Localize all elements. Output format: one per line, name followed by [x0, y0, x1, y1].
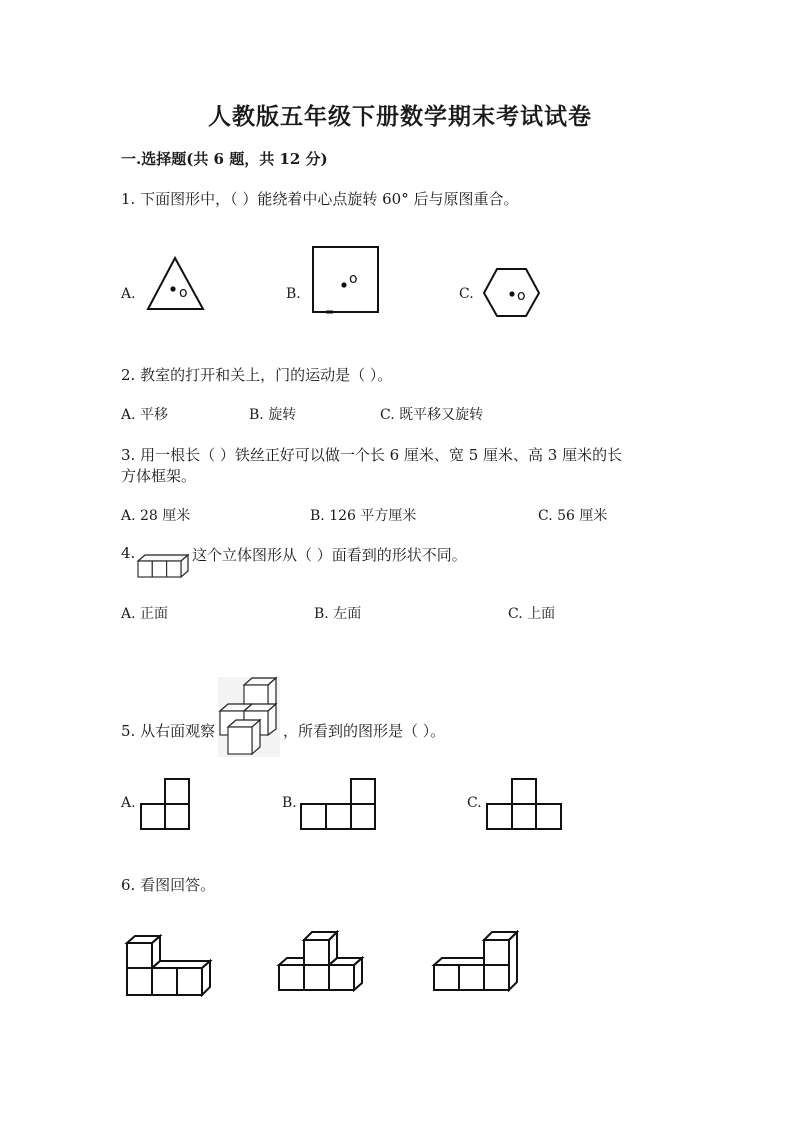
q4-option-c: C. 上面 [508, 606, 556, 622]
q1-option-b-label: B. [286, 286, 301, 302]
question-2-text: 2. 教室的打开和关上，门的运动是（ ）。 [121, 366, 393, 384]
question-1-text: 1. 下面图形中，（ ）能绕着中心点旋转 60° 后与原图重合。 [121, 190, 519, 208]
q6-figure-2 [278, 930, 366, 994]
q5-option-a-label: A. [121, 795, 136, 811]
q5-option-b-figure [300, 778, 378, 832]
question-3-text-line1: 3. 用一根长（ ）铁丝正好可以做一个长 6 厘米、宽 5 厘米、高 3 厘米的长 [121, 446, 623, 464]
q5-option-c-label: C. [467, 795, 482, 811]
three-cube-row-figure [137, 553, 189, 579]
center-dot [170, 286, 175, 291]
question-5-text-after: ，所看到的图形是（ ）。 [283, 722, 446, 740]
shape-mark: o [517, 288, 526, 304]
q1-option-a-label: A. [121, 286, 136, 302]
q4-option-b: B. 左面 [314, 606, 362, 622]
q6-figure-1 [126, 935, 214, 999]
shape-mark: o [349, 271, 358, 287]
question-6-text: 6. 看图回答。 [121, 876, 216, 894]
question-5-text-before: 5. 从右面观察 [121, 722, 216, 740]
q6-figure-3 [433, 930, 521, 994]
q5-option-b-label: B. [282, 795, 297, 811]
triangle-figure [146, 255, 208, 313]
section-heading: 一.选择题(共 6 题，共 12 分) [121, 150, 328, 168]
q1-option-c-label: C. [459, 286, 474, 302]
q4-option-a: A. 正面 [121, 606, 169, 622]
stacked-cubes-figure [218, 677, 280, 757]
q2-option-b: B. 旋转 [249, 407, 297, 423]
center-dot [509, 291, 514, 296]
square-figure [312, 246, 382, 318]
q3-option-a: A. 28 厘米 [121, 508, 191, 524]
hexagon-figure [482, 267, 542, 319]
q5-option-c-figure [486, 778, 564, 832]
q3-option-b: B. 126 平方厘米 [310, 508, 417, 524]
shape-mark: o [179, 285, 188, 301]
q2-option-c: C. 既平移又旋转 [380, 407, 484, 423]
question-4-text: 这个立体图形从（ ）面看到的形状不同。 [192, 546, 467, 564]
question-4-number: 4. [121, 544, 136, 562]
q3-option-c: C. 56 厘米 [538, 508, 608, 524]
center-dot [341, 282, 346, 287]
q2-option-a: A. 平移 [121, 407, 169, 423]
q5-option-a-figure [140, 778, 192, 832]
page-title: 人教版五年级下册数学期末考试试卷 [208, 103, 592, 130]
question-3-text-line2: 方体框架。 [121, 467, 197, 485]
